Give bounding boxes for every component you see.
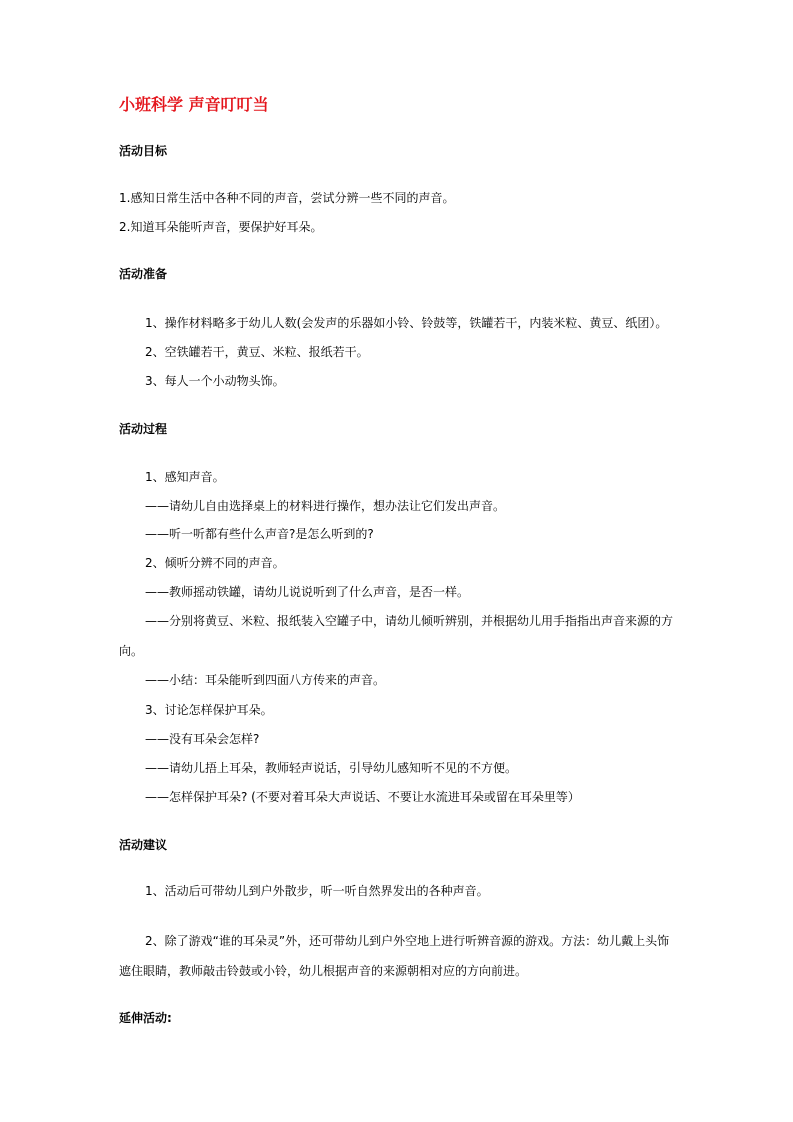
- process-item: ——小结：耳朵能听到四面八方传来的声音。: [145, 673, 386, 687]
- section-heading-suggestions: 活动建议: [119, 838, 168, 852]
- process-item: ——分别将黄豆、米粒、报纸装入空罐子中，请幼儿倾听辨别，并根据幼儿用手指指出声音来源的方向。: [119, 614, 674, 658]
- process-item: 3、讨论怎样保护耳朵。: [145, 703, 273, 717]
- preparation-item: 2、空铁罐若干，黄豆、米粒、报纸若干。: [145, 345, 369, 359]
- goal-item: 2.知道耳朵能听声音，要保护好耳朵。: [119, 220, 323, 234]
- process-item: 2、倾听分辨不同的声音。: [145, 556, 285, 570]
- section-heading-process: 活动过程: [119, 422, 168, 436]
- suggestion-item: 2、除了游戏“谁的耳朵灵”外，还可带幼儿到户外空地上进行听辨音源的游戏。方法：幼儿戴上头饰遮住眼睛，教师敲击铃鼓或小铃，幼儿根据声音的来源朝相对应的方向前进。: [119, 934, 670, 978]
- goal-item: 1.感知日常生活中各种不同的声音，尝试分辨一些不同的声音。: [119, 191, 455, 205]
- preparation-item: 3、每人一个小动物头饰。: [145, 374, 285, 388]
- process-item: ——请幼儿自由选择桌上的材料进行操作，想办法让它们发出声音。: [145, 499, 506, 513]
- process-item: ——怎样保护耳朵? (不要对着耳朵大声说话、不要让水流进耳朵或留在耳朵里等）: [145, 790, 580, 804]
- process-item: ——听一听都有些什么声音?是怎么听到的?: [145, 527, 374, 541]
- section-heading-extension: 延伸活动:: [119, 1011, 172, 1025]
- suggestion-item: 1、活动后可带幼儿到户外散步，听一听自然界发出的各种声音。: [145, 884, 489, 898]
- process-item: ——教师摇动铁罐，请幼儿说说听到了什么声音，是否一样。: [145, 585, 470, 599]
- process-item: 1、感知声音。: [145, 470, 225, 484]
- process-item: ——没有耳朵会怎样?: [145, 732, 260, 746]
- section-heading-goals: 活动目标: [119, 144, 168, 158]
- document-title: 小班科学 声音叮叮当: [119, 95, 269, 114]
- process-item: ——请幼儿捂上耳朵，教师轻声说话，引导幼儿感知听不见的不方便。: [145, 761, 518, 775]
- section-heading-preparation: 活动准备: [119, 267, 168, 281]
- preparation-item: 1、操作材料略多于幼儿人数(会发声的乐器如小铃、铃鼓等，铁罐若干，内装米粒、黄豆、纸团）。: [145, 316, 668, 330]
